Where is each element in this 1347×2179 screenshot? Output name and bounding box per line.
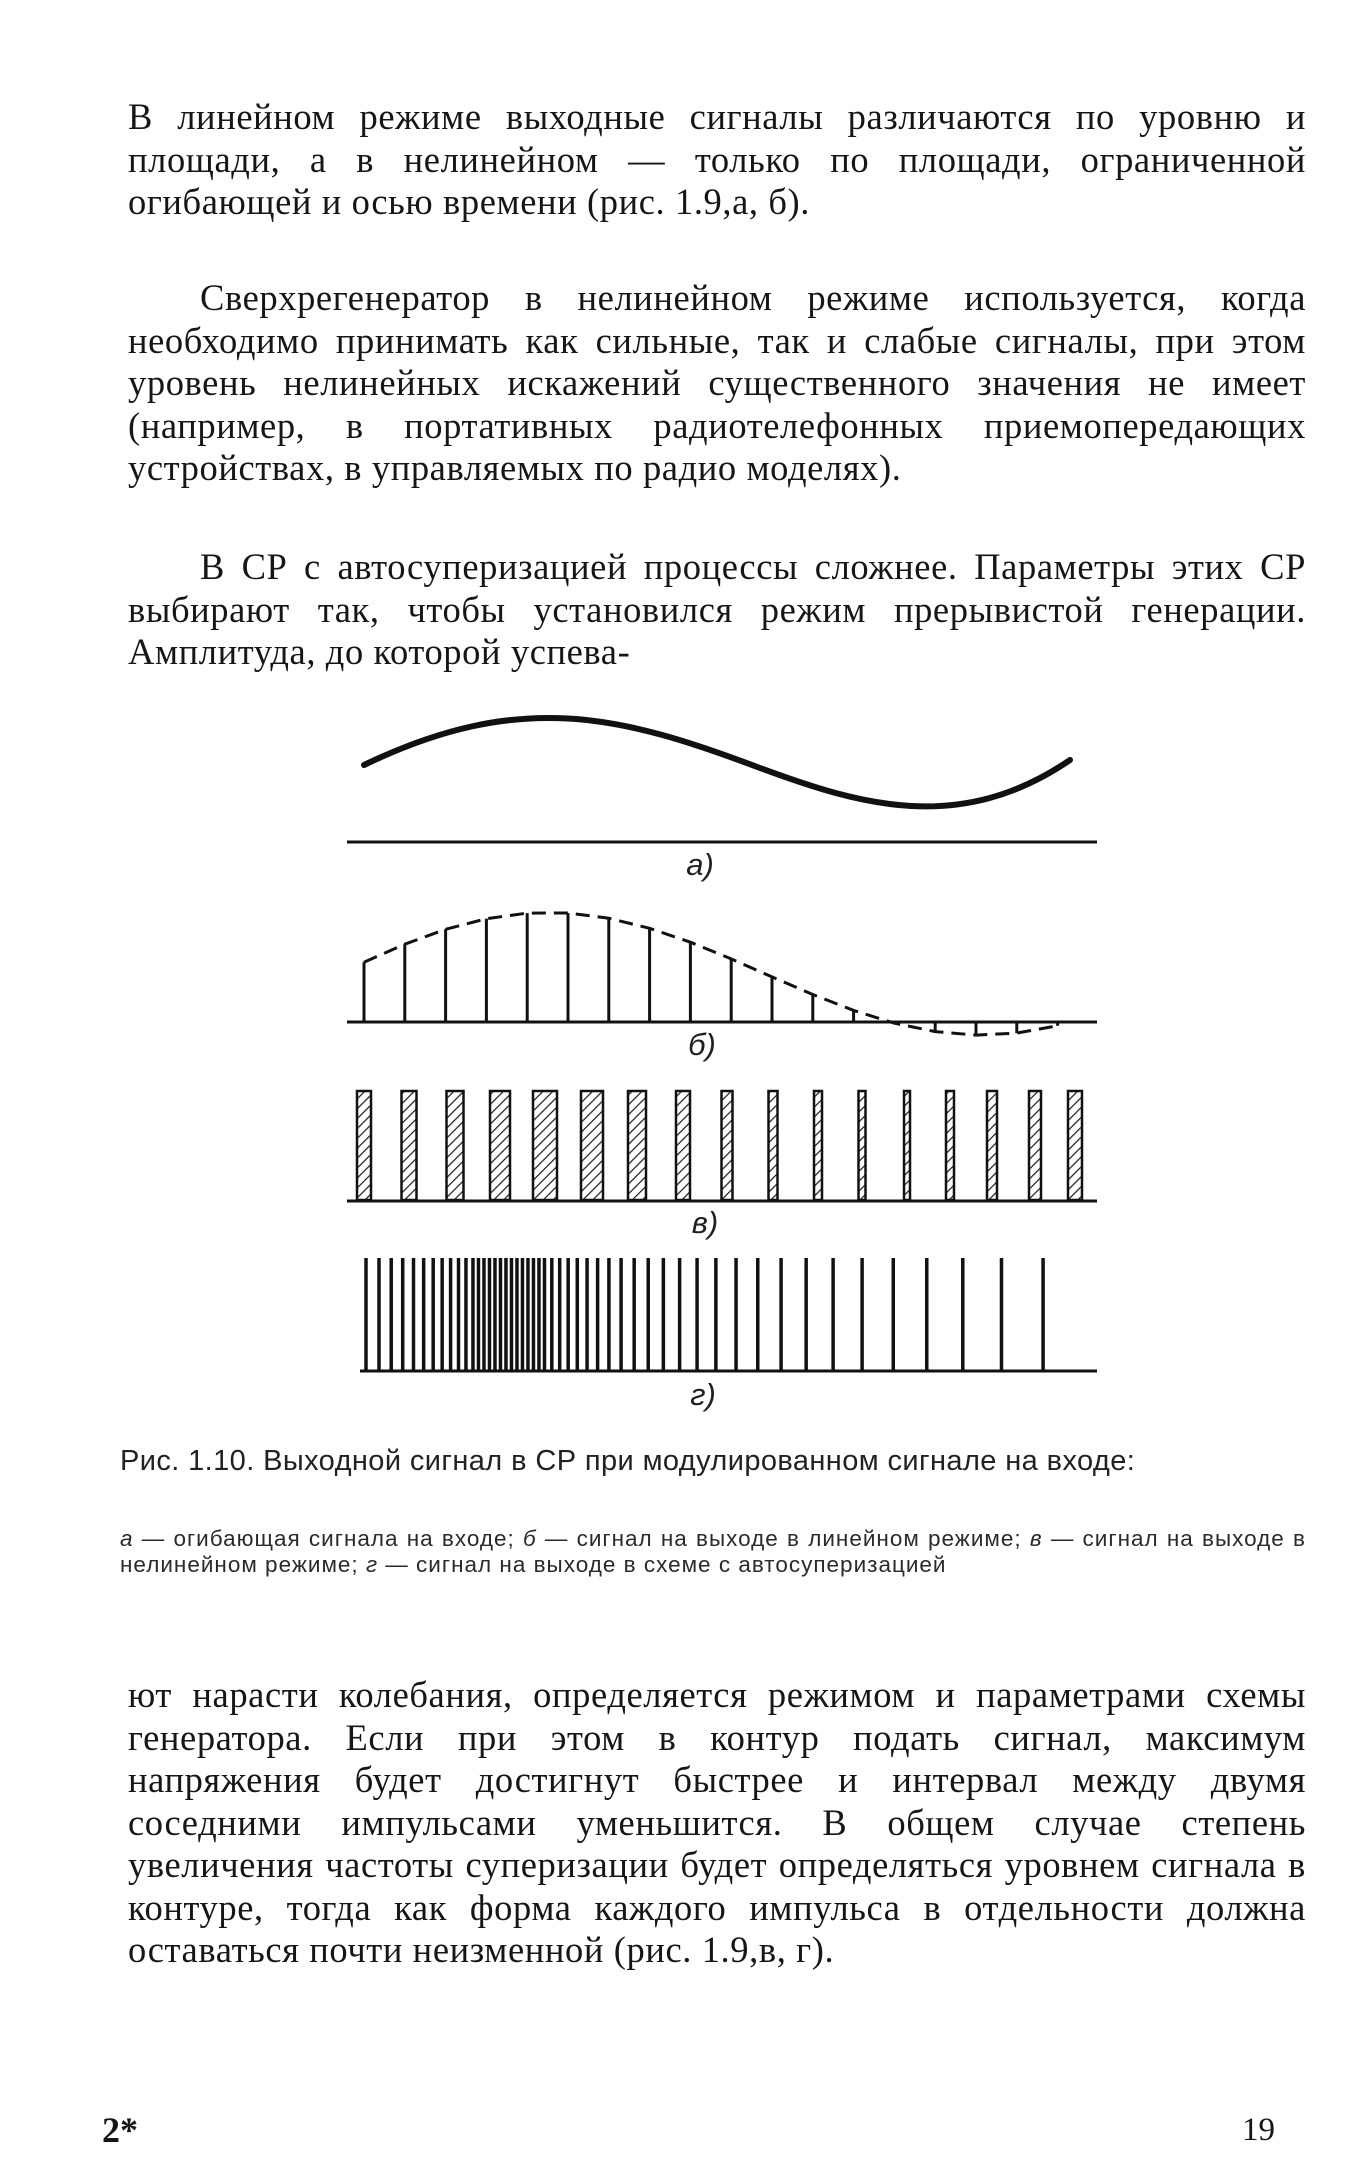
nonlinear-pulse-block <box>533 1091 557 1200</box>
figure-label-c: в) <box>691 1205 719 1240</box>
nonlinear-pulse-block <box>814 1091 822 1200</box>
nonlinear-pulse-block <box>581 1091 603 1200</box>
paragraph-2: Сверхрегенератор в нелинейном режиме используется, когда необходимо принимать как сильные, так и слабые сигналы, при этом уровень нелинейных искажений существенного значения не имеет (например, в портативных радиотелефонных приемопередающих устройствах, в управляемых по радио моделях). <box>128 277 1306 488</box>
panel-b-linear-output <box>364 913 1058 1035</box>
figure-caption: Рис. 1.10. Выходной сигнал в СР при модулированном сигнале на входе: <box>120 1445 1136 1477</box>
nonlinear-pulse-block <box>628 1091 646 1200</box>
legend-text-b: — сигнал на выходе в линейном режиме; <box>536 1526 1030 1551</box>
nonlinear-pulse-block <box>357 1091 371 1200</box>
nonlinear-pulse-block <box>859 1091 866 1200</box>
nonlinear-pulse-block <box>447 1091 464 1200</box>
nonlinear-pulse-block <box>490 1091 510 1200</box>
paragraph-3: В СР с автосуперизацией процессы сложнее. Параметры этих СР выбирают так, чтобы установился режим прерывистой генерации. Амплитуда, до которой успева- <box>128 546 1306 672</box>
figure-label-a: а) <box>686 847 714 882</box>
nonlinear-pulse-block <box>676 1091 690 1200</box>
paragraph-4: ют нарасти колебания, определяется режимом и параметрами схемы генератора. Если при этом в контур подать сигнал, максимум напряжения будет достигнут быстрее и интервал между двумя соседними импульсами уменьшится. В общем случае степень увеличения частоты суперизации будет определяться уровнем сигнала в контуре, тогда как форма каждого импульса в отдельности должна оставаться почти неизменной (рис. 1.9,в, г). <box>128 1674 1306 1970</box>
nonlinear-pulse-block <box>1068 1091 1082 1200</box>
legend-text-d: — сигнал на выходе в схеме с автосуперизацией <box>378 1552 947 1577</box>
legend-key-b: б <box>522 1526 537 1551</box>
nonlinear-pulse-block <box>987 1091 997 1200</box>
nonlinear-pulse-block <box>1029 1091 1041 1200</box>
nonlinear-pulse-block <box>946 1091 954 1200</box>
panel-d-autosuperization-output <box>366 1258 1043 1370</box>
figure-legend <box>120 1526 1306 1578</box>
signature-mark: 2* <box>102 2110 138 2150</box>
page-number: 19 <box>1242 2112 1275 2148</box>
legend-text-c: — сигнал на выходе в нелинейном режиме; <box>120 1526 1306 1577</box>
legend-key-a: а <box>120 1526 134 1551</box>
nonlinear-pulse-block <box>722 1091 733 1200</box>
legend-key-d: г <box>365 1552 379 1577</box>
legend-text-a: — огибающая сигнала на входе; <box>133 1526 523 1551</box>
paragraph-1: В линейном режиме выходные сигналы различаются по уровню и площади, а в нелинейном — только по площади, ограниченной огибающей и осью времени (рис. 1.9,а, б). <box>128 96 1306 222</box>
nonlinear-pulse-block <box>402 1091 417 1200</box>
panel-c-nonlinear-output <box>357 1091 1082 1200</box>
nonlinear-pulse-block <box>769 1091 778 1200</box>
nonlinear-pulse-block <box>904 1091 910 1200</box>
figure-label-d: г) <box>690 1377 716 1412</box>
legend-key-c: в <box>1029 1526 1043 1551</box>
output-envelope-dashed <box>364 913 1058 1035</box>
input-envelope-curve <box>364 718 1070 806</box>
figure-label-b: б) <box>688 1027 716 1062</box>
